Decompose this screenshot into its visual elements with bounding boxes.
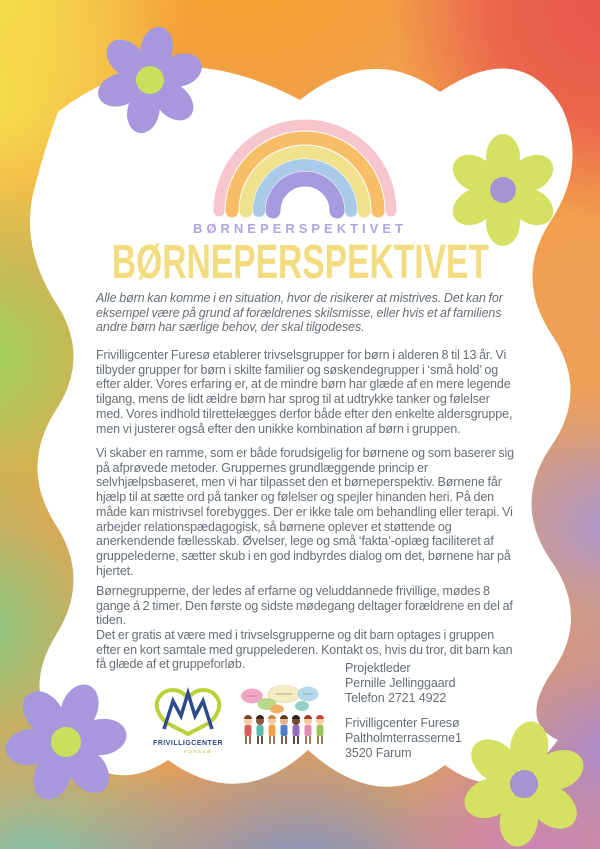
kicker-text: BØRNEPERSPEKTIVET <box>193 221 407 236</box>
contact-org: Frivilligcenter Furesø <box>345 716 460 730</box>
children-speech-bubbles-icon <box>239 683 329 753</box>
method-paragraph: Vi skaber en ramme, som er både forudsigelig for børnene og som baserer sig på afprøvede metoder. Gruppernes grundlæggende princip er selvhjælpsbaseret, men vi har tilpasset den et børneperspektiv. Børnene får hjælp til at sætte ord på tanker og følelser og spejler hinanden heri. På den måde kan mistrivsel forebygges. Der er ikke tale om behandling eller terapi. Vi arbejder relationspædagogisk, så børnene oplever et støttende og anerkendende fællesskab. Øvelser, lege og små ‘fakta’-oplæg faciliteret af gruppelederne, sætter skub i en god indbyrdes dialog om det, børnene har på hjertet. <box>96 446 515 578</box>
logo-label: FRIVILLIGCENTER <box>152 740 224 747</box>
frivilligcenter-logo <box>138 681 238 759</box>
rainbow-icon <box>210 114 400 220</box>
contact-city: 3520 Farum <box>345 746 412 760</box>
contact-address-block <box>345 716 462 761</box>
contact-address: Paltholmterrasserne1 <box>345 731 462 745</box>
groups-paragraph: Frivilligcenter Furesø etablerer trivselsgrupper for børn i alderen 8 til 13 år. Vi tilbyder grupper for børn i skilte familier og søskendegrupper i ‘små hold’ og efter alder. Vores erfaring er, at de mindre børn har glæde af en mere legende tilgang, mens de lidt ældre børn har sprog til at udtrykke tanker og følelser med. Vores indhold tilrettelægges derfor både efter den enkelte aldersgruppe, men vi justerer også efter den unikke kombination af børn i gruppen. <box>96 348 513 436</box>
intro-paragraph: Alle børn kan komme i en situation, hvor de risikerer at mistrives. Det kan for eksempel være på grund af forældrenes skilsmisse, eller hvis et af familiens andre børn har særlige behov, der skal tilgodeses. <box>96 291 503 335</box>
contact-phone: Telefon 2721 4922 <box>345 691 447 705</box>
contact-person-block <box>345 661 455 706</box>
meetings-paragraph: Børnegrupperne, der ledes af erfarne og veluddannede frivillige, mødes 8 gange á 2 timer. Den første og sidste mødegang deltager forældrene en del af tiden. <box>96 584 513 628</box>
page-title: BØRNEPERSPEKTIVET <box>111 236 489 289</box>
contact-role: Projektleder <box>345 661 411 675</box>
signup-paragraph: Det er gratis at være med i trivselsgrupperne og dit barn optages i gruppen efter en kort samtale med gruppelederen. Kontakt os, hvis du tror, dit barn kan få glæde af et gruppeforløb. <box>96 628 513 672</box>
logo-sublabel: FURESØ <box>184 749 212 754</box>
contact-name: Pernille Jellinggaard <box>345 676 456 690</box>
